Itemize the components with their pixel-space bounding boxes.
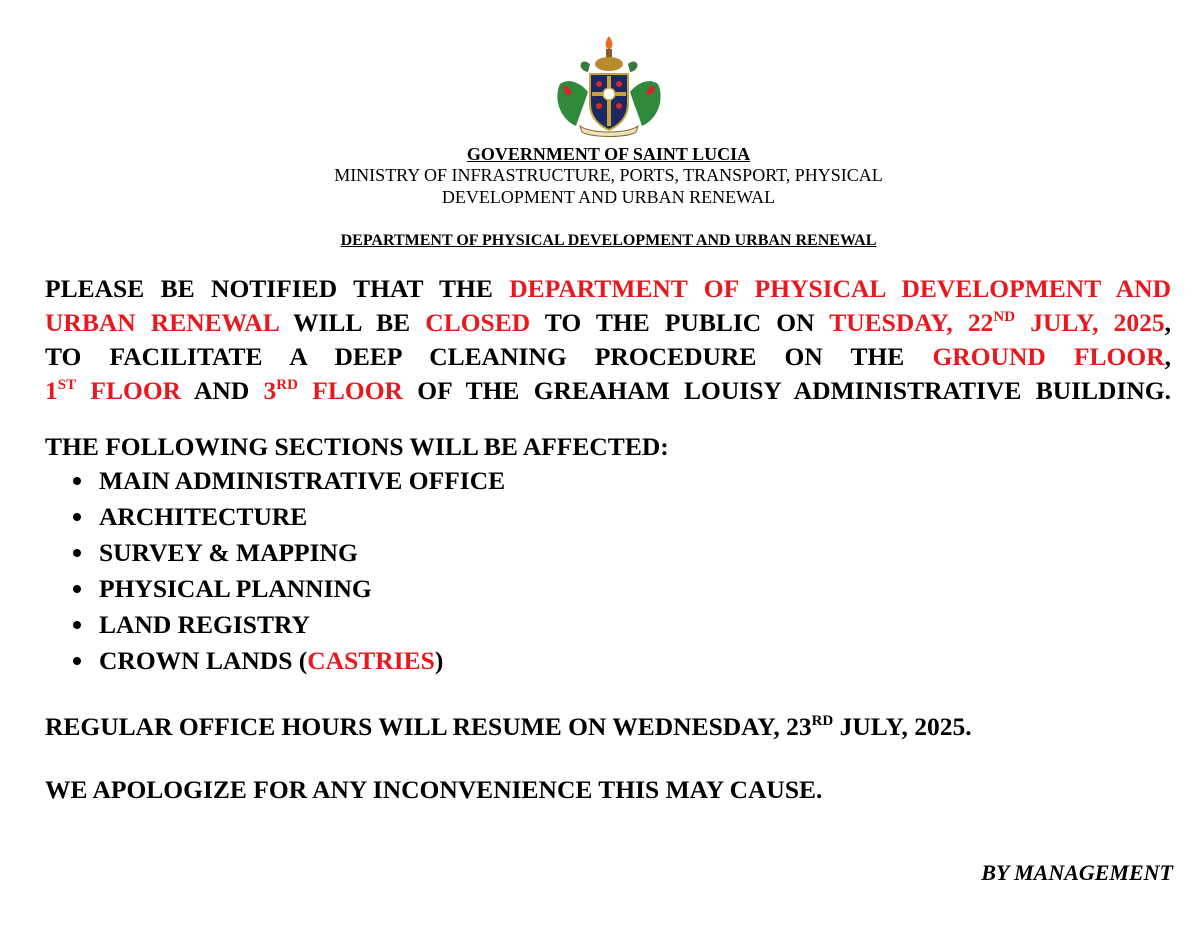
ministry-name <box>0 164 1200 208</box>
department-title: DEPARTMENT OF PHYSICAL DEVELOPMENT AND URBAN RENEWAL <box>340 232 877 249</box>
ministry-line-2: DEVELOPMENT AND URBAN RENEWAL <box>441 187 776 207</box>
section-name: MAIN ADMINISTRATIVE OFFICE <box>99 466 506 495</box>
notice-text: TO FACILITATE A DEEP CLEANING PROCEDURE ON THE <box>45 342 933 371</box>
floor-number: 3 <box>263 376 277 405</box>
list-item <box>66 464 505 500</box>
section-name: CROWN LANDS ( <box>99 646 308 675</box>
bullet-icon <box>73 585 81 593</box>
ordinal-suffix: RD <box>811 713 834 729</box>
notice-text: AND <box>181 376 264 405</box>
resume-text: JULY, 2025. <box>833 712 972 741</box>
department-highlight: URBAN RENEWAL <box>45 308 279 337</box>
closed-highlight: CLOSED <box>425 308 531 337</box>
ordinal-suffix: RD <box>276 377 298 393</box>
closure-date-month-year: JULY, 2025 <box>1015 308 1165 337</box>
list-item <box>66 572 505 608</box>
notice-line-2 <box>45 306 1171 340</box>
notice-text: TO THE PUBLIC ON <box>530 308 830 337</box>
floor-word: FLOOR <box>297 376 403 405</box>
closure-date <box>829 308 1164 337</box>
closure-notice <box>45 272 1171 408</box>
list-item <box>66 608 505 644</box>
ministry-line-1: MINISTRY OF INFRASTRUCTURE, PORTS, TRANSPORT, PHYSICAL <box>334 165 883 185</box>
signoff: BY MANAGEMENT <box>981 860 1173 885</box>
notice-text: OF THE GREAHAM LOUISY ADMINISTRATIVE BUILDING. <box>402 376 1172 405</box>
government-title: GOVERNMENT OF SAINT LUCIA <box>466 144 751 164</box>
notice-line-1 <box>45 272 1171 306</box>
section-name: LAND REGISTRY <box>99 610 310 639</box>
sections-heading: THE FOLLOWING SECTIONS WILL BE AFFECTED: <box>45 432 669 461</box>
notice-text: , <box>1164 342 1172 371</box>
bullet-icon <box>73 657 81 665</box>
first-floor-highlight <box>45 376 181 405</box>
affected-sections-list <box>66 464 505 680</box>
ordinal-suffix: ST <box>57 377 77 393</box>
castries-highlight: CASTRIES <box>307 646 435 675</box>
resume-text: REGULAR OFFICE HOURS WILL RESUME ON WEDNESDAY, 23 <box>45 712 812 741</box>
list-item <box>66 536 505 572</box>
section-name: ) <box>434 646 444 675</box>
ordinal-suffix: ND <box>993 309 1016 325</box>
bullet-icon <box>73 621 81 629</box>
bullet-icon <box>73 477 81 485</box>
floor-word: FLOOR <box>76 376 182 405</box>
apology-text: WE APOLOGIZE FOR ANY INCONVENIENCE THIS MAY CAUSE. <box>45 775 823 804</box>
notice-text: WILL BE <box>278 308 426 337</box>
notice-text: PLEASE BE NOTIFIED THAT THE <box>45 274 510 303</box>
list-item <box>66 644 505 680</box>
department-highlight: DEPARTMENT OF PHYSICAL DEVELOPMENT AND <box>509 274 1172 303</box>
section-name: ARCHITECTURE <box>99 502 308 531</box>
floor-number: 1 <box>45 376 58 405</box>
third-floor-highlight <box>264 376 403 405</box>
resume-notice <box>45 712 972 742</box>
closure-date-day: TUESDAY, 22 <box>829 308 994 337</box>
notice-line-4 <box>45 374 1171 408</box>
saint-lucia-coat-of-arms-icon <box>550 34 668 138</box>
notice-text: , <box>1164 308 1171 337</box>
section-name: SURVEY & MAPPING <box>99 538 358 567</box>
ground-floor-highlight: GROUND FLOOR <box>932 342 1165 371</box>
notice-line-3 <box>45 340 1171 374</box>
bullet-icon <box>73 549 81 557</box>
section-name: PHYSICAL PLANNING <box>99 574 372 603</box>
list-item <box>66 500 505 536</box>
bullet-icon <box>73 513 81 521</box>
